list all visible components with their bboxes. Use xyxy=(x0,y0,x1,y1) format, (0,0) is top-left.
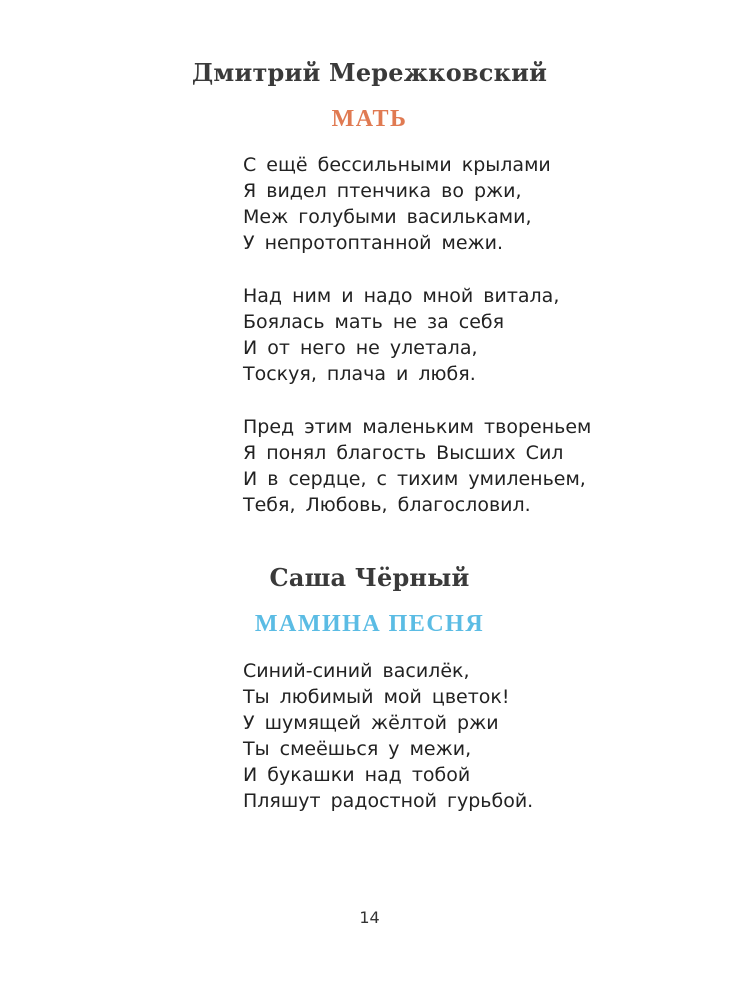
poem-line: Пляшут радостной гурьбой. xyxy=(243,790,534,812)
poem-line: Тебя, Любовь, благословил. xyxy=(243,494,531,516)
poem-line: Боялась мать не за себя xyxy=(243,311,505,333)
page-number: 14 xyxy=(359,908,380,927)
poem-line: Пред этим маленьким твореньем xyxy=(243,416,592,438)
poem-author: Саша Чёрный xyxy=(269,563,470,592)
poem-line: Синий-синий василёк, xyxy=(243,660,470,682)
poem-author: Дмитрий Мережковский xyxy=(191,58,548,87)
poem-line: Тоскуя, плача и любя. xyxy=(243,363,476,385)
poem-line: Ты любимый мой цветок! xyxy=(243,686,510,708)
poem-title: МАМИНА ПЕСНЯ xyxy=(254,611,485,637)
poem-stanza xyxy=(243,658,533,814)
poem-line: С ещё бессильными крылами xyxy=(243,154,551,176)
poem-line: Над ним и надо мной витала, xyxy=(243,285,560,307)
poem-line: У шумящей жёлтой ржи xyxy=(243,712,499,734)
poem-line: Меж голубыми васильками, xyxy=(243,206,532,228)
poem-line: У непротоптанной межи. xyxy=(243,232,504,254)
poem-line: Ты смеёшься у межи, xyxy=(243,738,472,760)
poem-line: И букашки над тобой xyxy=(243,764,471,786)
poem-line: И от него не улетала, xyxy=(243,337,478,359)
poem-line: Я понял благость Высших Сил xyxy=(243,442,564,464)
poem-stanza xyxy=(243,414,591,518)
poem-line: И в сердце, с тихим умиленьем, xyxy=(243,468,586,490)
poem-stanza xyxy=(243,152,551,256)
poem-stanza xyxy=(243,283,559,387)
poem-title: МАТЬ xyxy=(331,106,408,132)
poem-line: Я видел птенчика во ржи, xyxy=(243,180,522,202)
